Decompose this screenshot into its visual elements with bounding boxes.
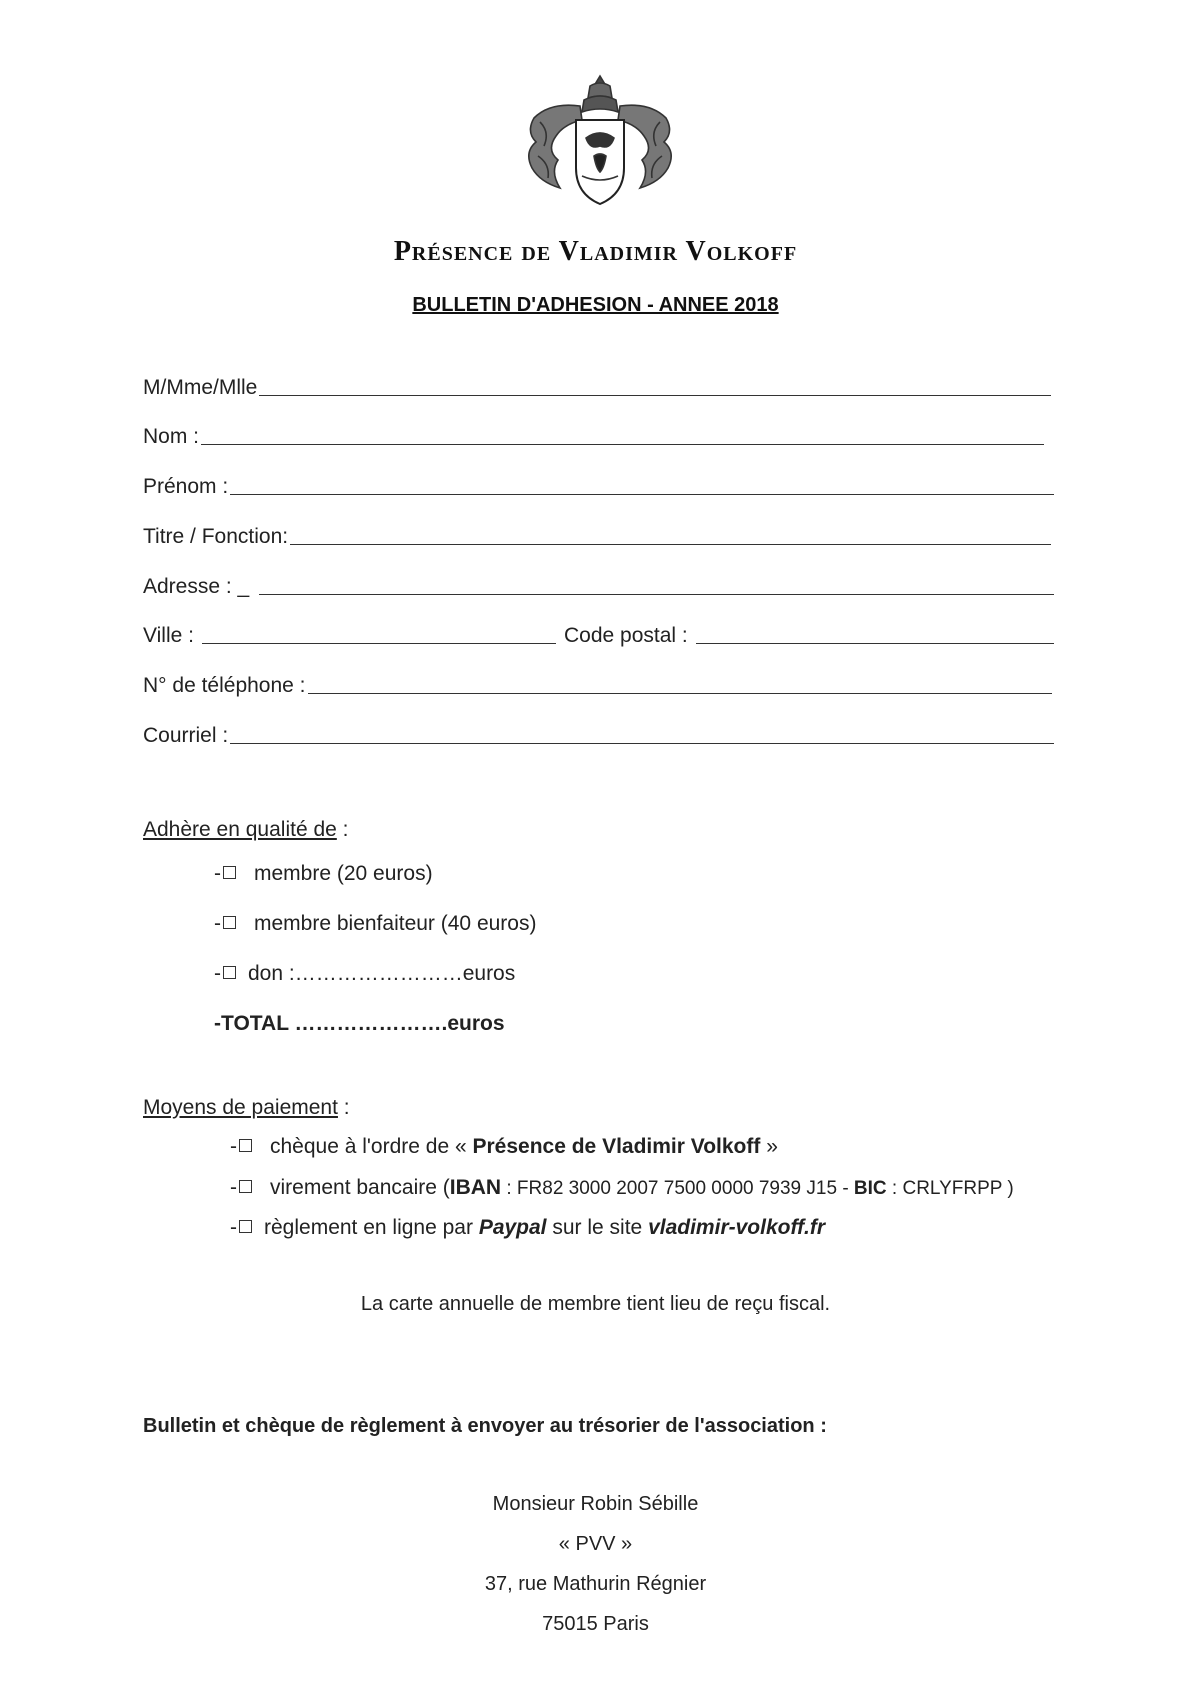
option-label: membre (20 euros): [254, 862, 433, 885]
payment-heading: Moyens de paiement :: [143, 1096, 350, 1119]
option-label: membre bienfaiteur (40 euros): [254, 912, 537, 935]
ville-label: Ville :: [143, 624, 194, 647]
titre-input-line[interactable]: [290, 542, 1051, 545]
payment-option-online[interactable]: - règlement en ligne par Paypal sur le site vladimir-volkoff.fr: [230, 1216, 826, 1239]
option-label: don :……………………euros: [248, 962, 516, 985]
document-subtitle: BULLETIN D'ADHESION - ANNEE 2018: [412, 294, 779, 316]
membership-heading: Adhère en qualité de :: [143, 818, 349, 841]
checkbox-icon[interactable]: [239, 1139, 252, 1152]
document-title: Présence de Vladimir Volkoff: [393, 236, 798, 267]
option-label: règlement en ligne par Paypal sur le site vladimir-volkoff.fr: [264, 1216, 826, 1239]
address-org: « PVV »: [558, 1533, 633, 1555]
payment-option-virement[interactable]: - virement bancaire (IBAN : FR82 3000 2007 7500 0000 7939 J15 - BIC : CRLYFRPP ): [230, 1176, 1014, 1199]
telephone-field[interactable]: [143, 668, 1052, 698]
nom-input-line[interactable]: [201, 442, 1044, 445]
prenom-label: Prénom :: [143, 475, 229, 498]
address-street: 37, rue Mathurin Régnier: [484, 1573, 707, 1595]
titre-label: Titre / Fonction:: [143, 525, 289, 548]
courriel-label: Courriel :: [143, 724, 229, 747]
adresse-field[interactable]: [143, 569, 1054, 599]
membership-option-membre[interactable]: - membre (20 euros): [214, 862, 433, 885]
address-name: Monsieur Robin Sébille: [492, 1493, 699, 1515]
telephone-label: N° de téléphone :: [143, 674, 306, 697]
civility-input-line[interactable]: [259, 393, 1051, 396]
option-label: chèque à l'ordre de « Présence de Vladimir Volkoff »: [270, 1135, 778, 1158]
coat-of-arms-icon: [520, 72, 680, 212]
adresse-input-line[interactable]: [259, 592, 1054, 595]
adresse-label: Adresse : _: [143, 575, 250, 598]
civility-field[interactable]: [143, 370, 1051, 400]
telephone-input-line[interactable]: [308, 691, 1052, 694]
prenom-input-line[interactable]: [230, 492, 1054, 495]
nom-field[interactable]: [143, 419, 1044, 449]
courriel-field[interactable]: [143, 718, 1054, 748]
ville-input-line[interactable]: [202, 641, 556, 644]
code-postal-label: Code postal :: [563, 624, 688, 647]
send-instruction: Bulletin et chèque de règlement à envoyer au trésorier de l'association :: [143, 1415, 827, 1437]
payment-option-cheque[interactable]: - chèque à l'ordre de « Présence de Vladimir Volkoff »: [230, 1135, 778, 1158]
membership-option-don[interactable]: - don :……………………euros: [214, 962, 516, 985]
nom-label: Nom :: [143, 425, 200, 448]
ville-codepostal-row: [143, 618, 1054, 648]
civility-label: M/Mme/Mlle: [143, 376, 258, 399]
prenom-field[interactable]: [143, 469, 1054, 499]
address-city: 75015 Paris: [542, 1613, 649, 1635]
fiscal-note: La carte annuelle de membre tient lieu de reçu fiscal.: [360, 1293, 831, 1315]
website-link[interactable]: vladimir-volkoff.fr: [648, 1216, 826, 1239]
checkbox-icon[interactable]: [223, 916, 236, 929]
code-postal-input-line[interactable]: [696, 641, 1054, 644]
checkbox-icon[interactable]: [223, 866, 236, 879]
titre-field[interactable]: [143, 519, 1051, 549]
membership-total: -TOTAL ………………….euros: [214, 1012, 505, 1035]
checkbox-icon[interactable]: [239, 1220, 252, 1233]
courriel-input-line[interactable]: [230, 741, 1054, 744]
checkbox-icon[interactable]: [223, 966, 236, 979]
checkbox-icon[interactable]: [239, 1180, 252, 1193]
option-label: virement bancaire (IBAN : FR82 3000 2007 7500 0000 7939 J15 - BIC : CRLYFRPP ): [270, 1176, 1014, 1199]
membership-option-bienfaiteur[interactable]: - membre bienfaiteur (40 euros): [214, 912, 537, 935]
